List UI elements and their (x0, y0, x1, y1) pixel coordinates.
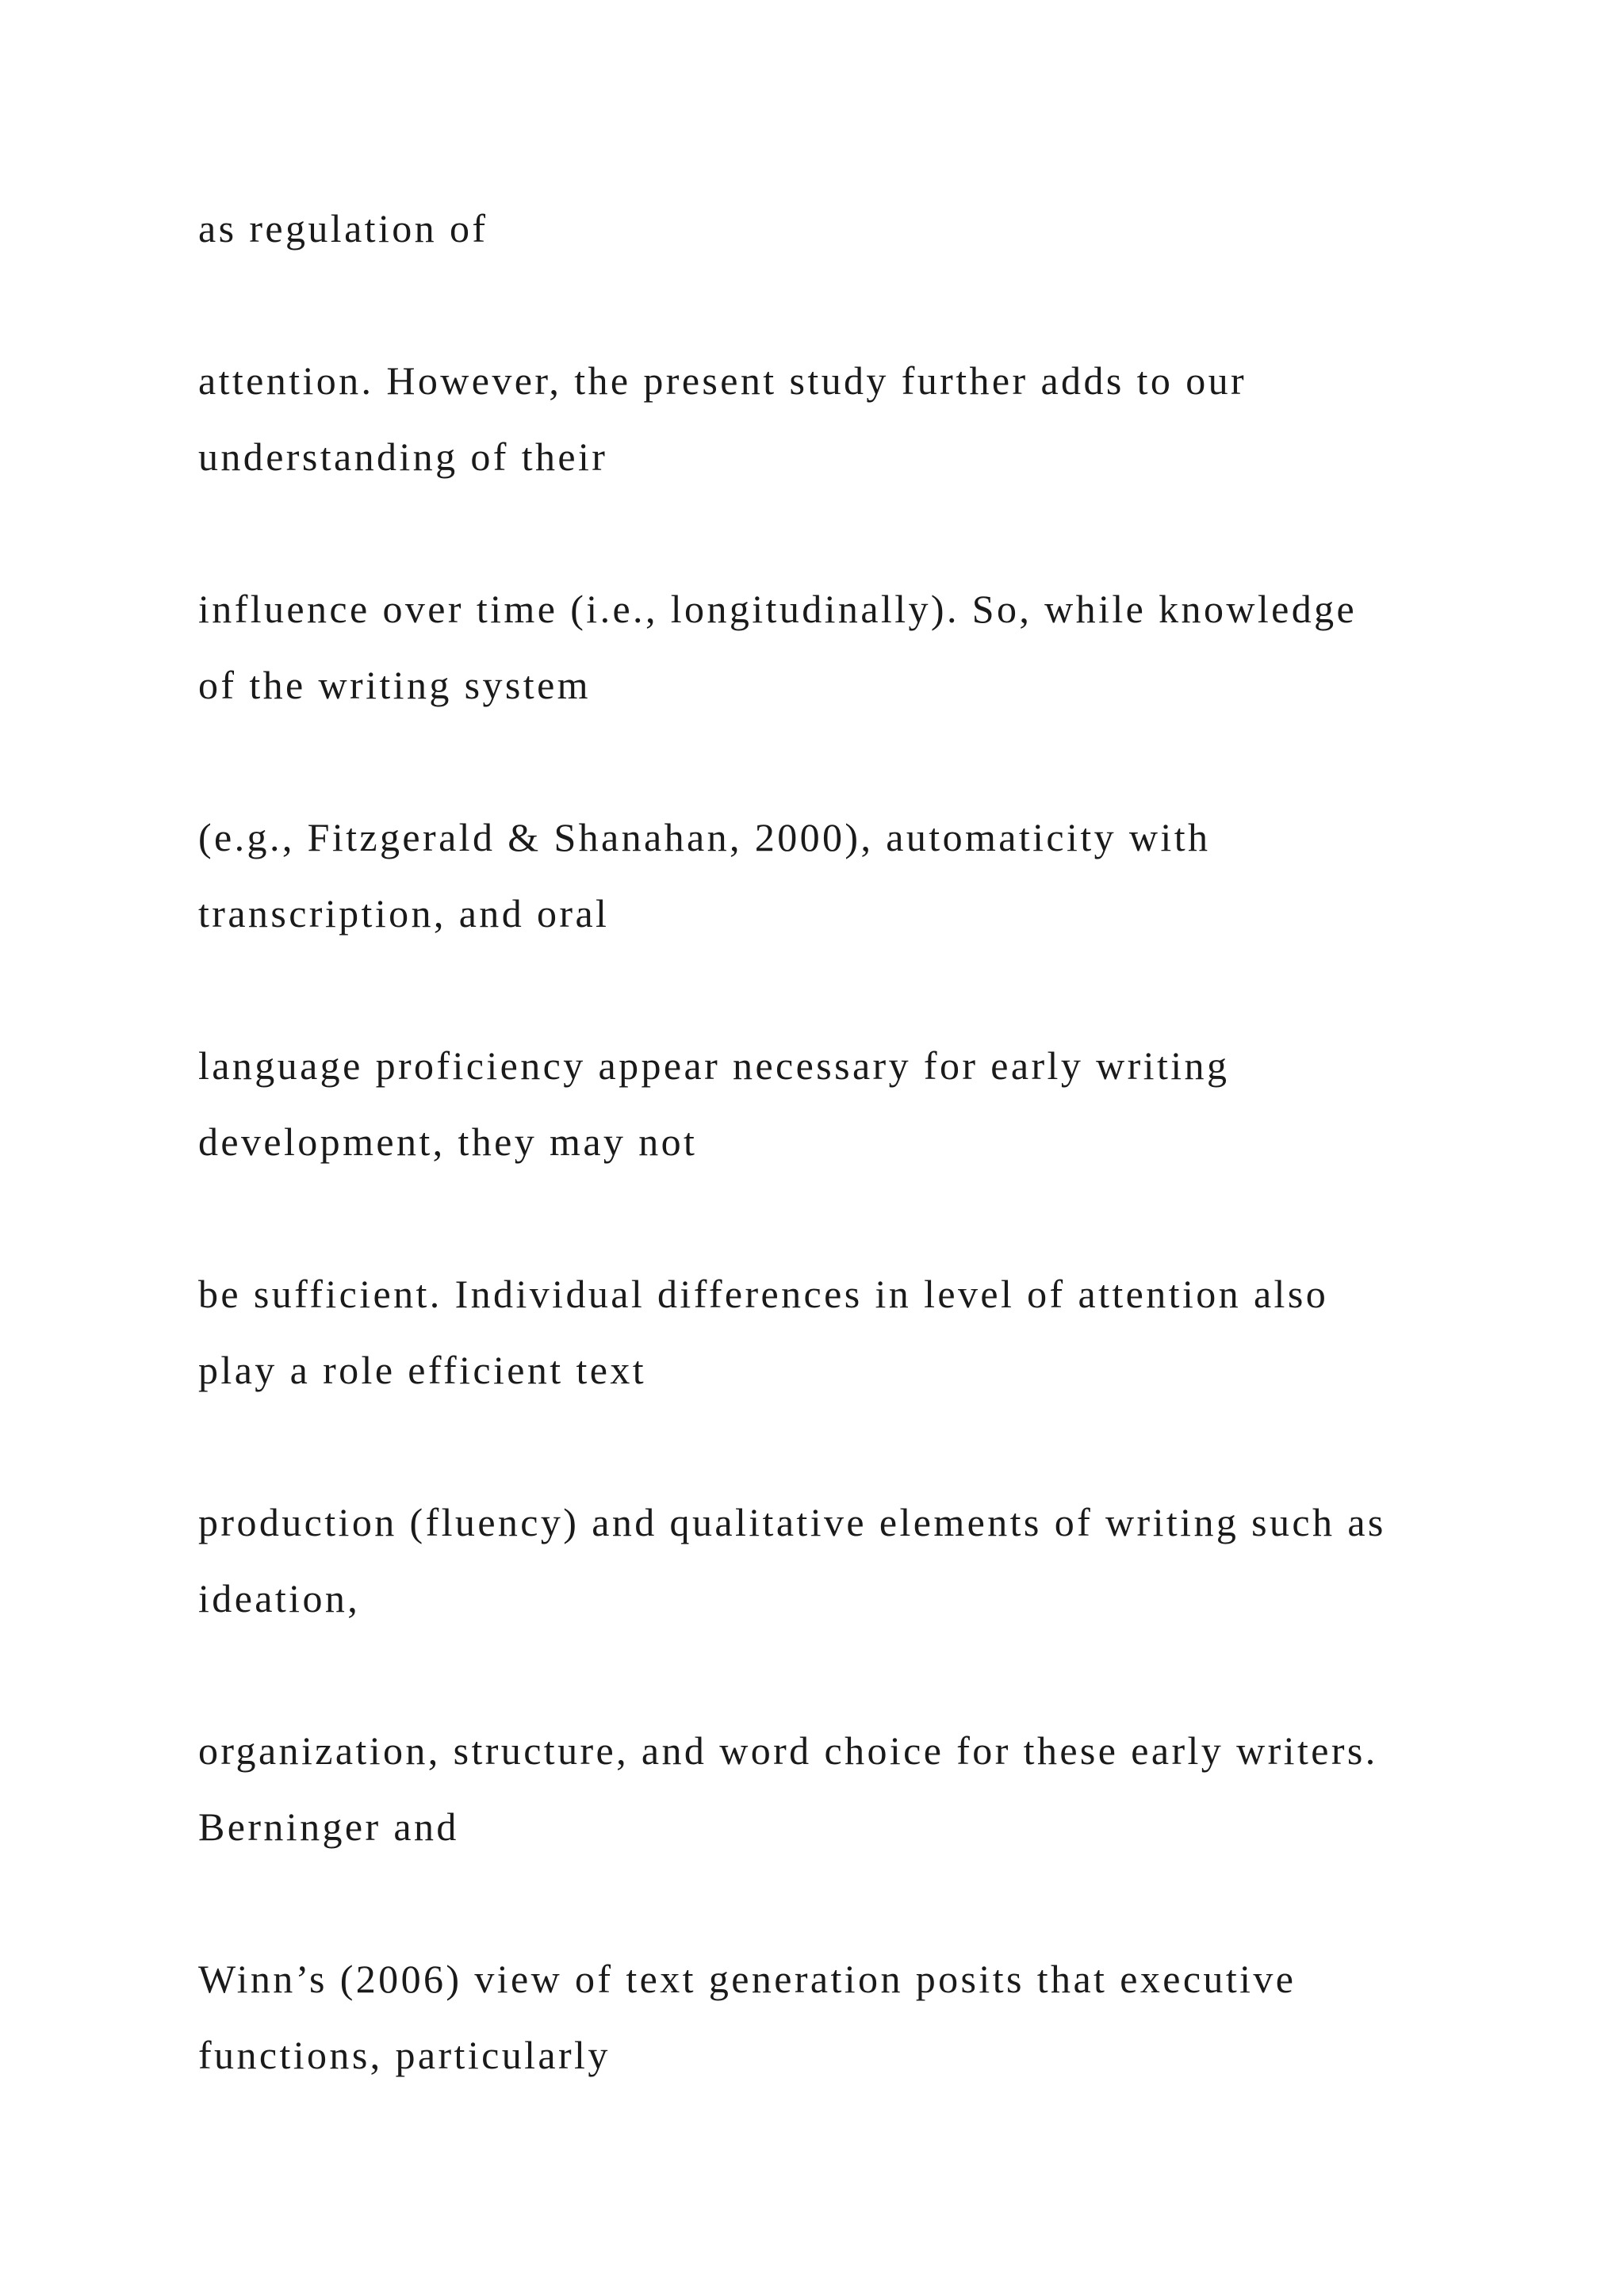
text-line: ideation, (198, 1576, 361, 1621)
paragraph (198, 1027, 1546, 1180)
text-line: be sufficient. Individual differences in level of attention also (198, 1272, 1329, 1316)
paragraph (198, 799, 1546, 951)
text-line: play a role efficient text (198, 1348, 647, 1392)
paragraph (198, 1941, 1546, 2093)
paragraph (198, 190, 1546, 266)
paragraph (198, 571, 1546, 723)
text-line: as regulation of (198, 206, 488, 251)
text-line: production (fluency) and qualitative elements of writing such as (198, 1500, 1386, 1544)
paragraph (198, 1484, 1546, 1636)
text-line: influence over time (i.e., longitudinally). So, while knowledge (198, 587, 1358, 631)
text-line: organization, structure, and word choice for these early writers. (198, 1728, 1378, 1773)
text-line: language proficiency appear necessary for early writing (198, 1043, 1230, 1088)
text-line: development, they may not (198, 1119, 698, 1164)
text-line: attention. However, the present study further adds to our (198, 358, 1247, 403)
text-line: transcription, and oral (198, 891, 610, 936)
paragraph (198, 1256, 1546, 1408)
text-line: of the writing system (198, 663, 591, 707)
text-line: Berninger and (198, 1804, 459, 1849)
paragraph (198, 342, 1546, 495)
paragraph (198, 1712, 1546, 1865)
body-text (198, 190, 1546, 2093)
text-line: functions, particularly (198, 2033, 611, 2077)
text-line: Winn’s (2006) view of text generation posits that executive (198, 1957, 1297, 2001)
text-line: (e.g., Fitzgerald & Shanahan, 2000), automaticity with (198, 815, 1211, 859)
text-line: understanding of their (198, 434, 608, 479)
